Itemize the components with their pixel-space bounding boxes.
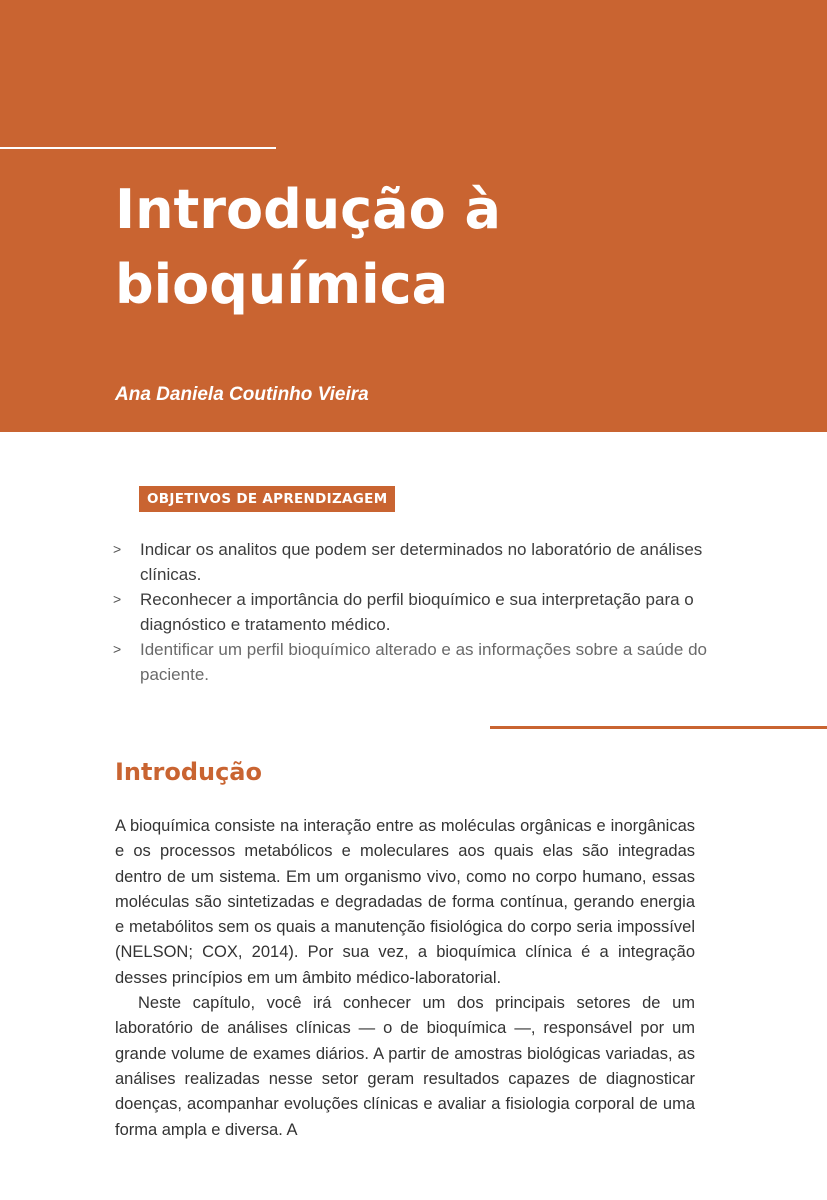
section-divider-line <box>490 726 827 729</box>
objective-text: Reconhecer a importância do perfil bioquímico e sua interpretação para o diagnóstico e tratamento médico. <box>140 590 694 634</box>
chevron-right-icon: > <box>113 591 122 607</box>
objective-text: Indicar os analitos que podem ser determinados no laboratório de análises clínicas. <box>140 540 703 584</box>
section-body <box>115 814 695 1143</box>
chapter-title <box>115 172 755 322</box>
chevron-right-icon: > <box>113 541 122 557</box>
section-title: Introdução <box>115 758 262 786</box>
header-divider-line <box>0 147 276 149</box>
body-paragraph: A bioquímica consiste na interação entre as moléculas orgânicas e inorgânicas e os processos metabólicos e moleculares aos quais elas são integradas dentro de um sistema. Em um organismo vivo, como no corpo humano, essas moléculas são sintetizadas e degradadas de forma contínua, gerando energia e metabólitos sem os quais a manutenção fisiológica do corpo seria impossível (NELSON; COX, 2014). Por sua vez, a bioquímica clínica é a integração desses princípios em um âmbito médico-laboratorial. <box>115 817 695 987</box>
chapter-title-line-2: bioquímica <box>115 253 449 316</box>
objectives-badge: OBJETIVOS DE APRENDIZAGEM <box>139 486 395 512</box>
objective-item <box>113 537 713 587</box>
body-paragraph: Neste capítulo, você irá conhecer um dos principais setores de um laboratório de análises clínicas — o de bioquímica —, responsável por um grande volume de exames diários. A partir de amostras biológicas variadas, as análises realizadas nesse setor geram resultados capazes de diagnosticar doenças, acompanhar evoluções clínicas e avaliar a fisiologia corporal de uma forma ampla e diversa. A <box>115 994 695 1139</box>
chapter-title-line-1: Introdução à <box>115 178 501 241</box>
objectives-list <box>113 537 713 687</box>
objective-item <box>113 637 713 687</box>
objective-item <box>113 587 713 637</box>
objective-text: Identificar um perfil bioquímico alterado e as informações sobre a saúde do paciente. <box>140 640 707 684</box>
chevron-right-icon: > <box>113 641 122 657</box>
author-name: Ana Daniela Coutinho Vieira <box>115 384 369 405</box>
